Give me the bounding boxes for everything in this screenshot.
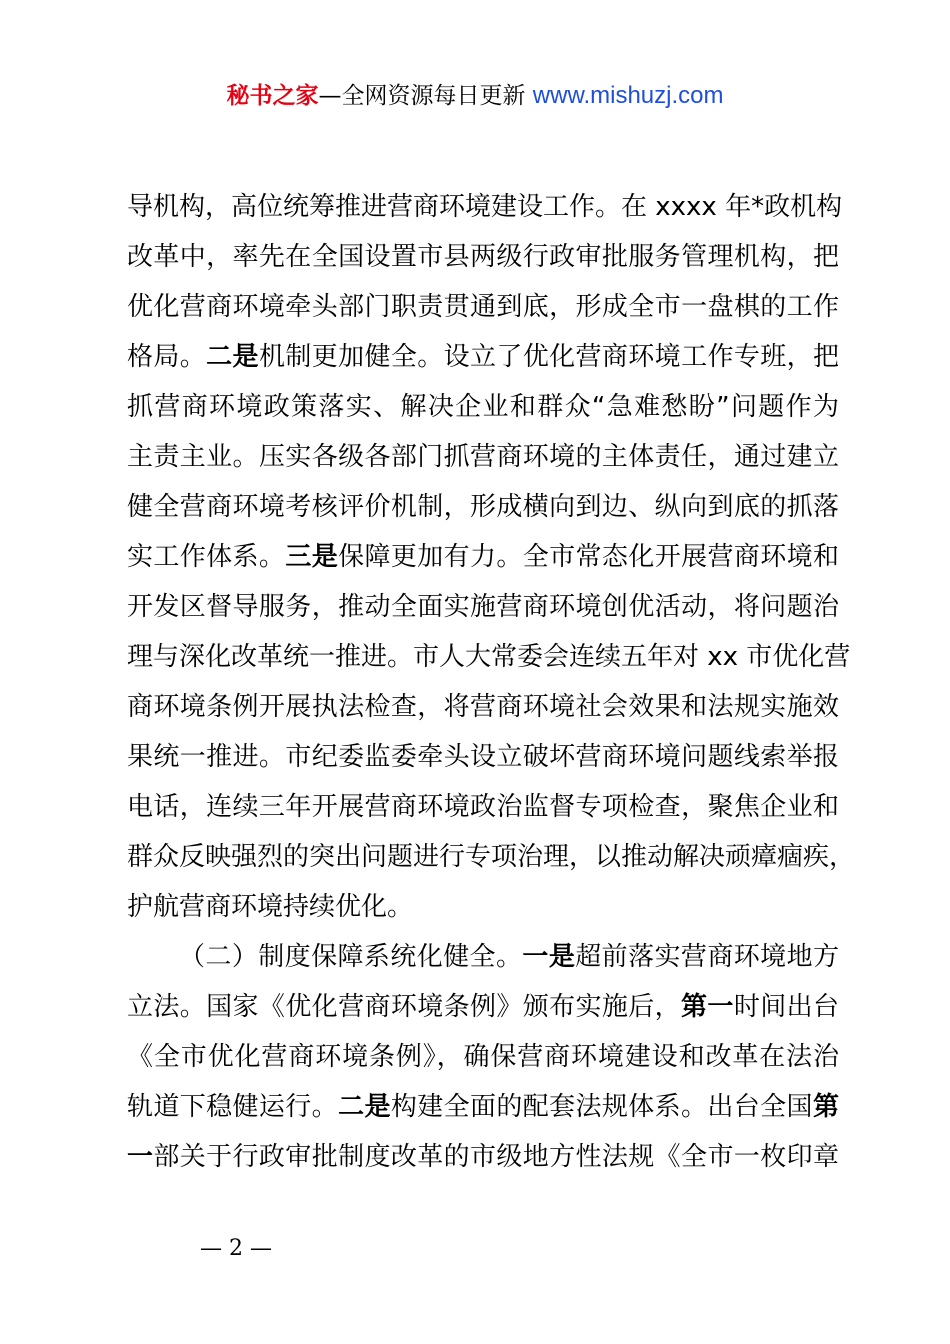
text-run: 超前落实营商环境地方	[575, 942, 839, 972]
text-run: 开发区督导服务，推动全面实施营商环境创优活动，将问题治	[127, 592, 839, 622]
brand-name: 秘书之家	[226, 83, 319, 109]
page-header	[0, 80, 950, 112]
text-line	[127, 232, 839, 282]
text-run: 机制更加健全。设立了优化营商环境工作专班，把	[258, 342, 839, 372]
text-run: 立法。国家《优化营商环境条例》颁布实施后，	[127, 992, 682, 1022]
text-run: 电话，连续三年开展营商环境政治监督专项检查，聚焦企业和	[127, 792, 839, 822]
text-run: 群众反映强烈的突出问题进行专项治理，以推动解决顽瘴痼疾，	[127, 842, 856, 872]
text-line	[127, 1082, 839, 1132]
text-line	[127, 432, 839, 482]
text-run: 健全营商环境考核评价机制，形成横向到边、纵向到底的抓落	[127, 492, 839, 522]
site-link[interactable]: www.mishuzj.com	[532, 82, 724, 109]
text-line	[127, 882, 839, 932]
bold-run: 二是	[206, 342, 259, 372]
text-run: 优化营商环境牵头部门职责贯通到底，形成全市一盘棋的工作	[127, 292, 839, 322]
text-run: 保障更加有力。全市常态化开展营商环境和	[338, 542, 839, 572]
text-run: 构建全面的配套法规体系。出台全国	[390, 1092, 813, 1122]
text-line	[127, 382, 839, 432]
text-line	[127, 782, 839, 832]
text-run: 护航营商环境持续优化。	[127, 892, 414, 922]
text-line	[127, 982, 839, 1032]
text-run: 理与深化改革统一推进。市人大常委会连续五年对 xx 市优化营	[127, 642, 851, 672]
text-line	[127, 1132, 839, 1182]
text-run: （二）制度保障系统化健全。	[179, 942, 523, 972]
text-line	[127, 332, 839, 382]
text-line	[127, 182, 843, 232]
bold-run: 三是	[285, 542, 339, 572]
bold-run: 第	[812, 1092, 839, 1122]
text-line	[127, 1032, 839, 1082]
text-line	[127, 532, 839, 582]
text-run: 商环境条例开展执法检查，将营商环境社会效果和法规实施效	[127, 692, 839, 722]
page-number: — 2 —	[200, 1236, 272, 1261]
text-run: 改革中，率先在全国设置市县两级行政审批服务管理机构，把	[127, 242, 839, 272]
bold-run: 一	[127, 1142, 154, 1172]
bold-run: 第一	[681, 992, 734, 1022]
header-tagline: —全网资源每日更新	[318, 83, 526, 109]
text-line	[127, 932, 839, 982]
bold-run: 二是	[338, 1092, 391, 1122]
text-run: 部关于行政审批制度改革的市级地方性法规《全市一枚印章	[153, 1142, 839, 1172]
text-line	[127, 482, 839, 532]
text-line	[127, 632, 851, 682]
text-run: 轨道下稳健运行。	[127, 1092, 339, 1122]
text-run: 导机构，高位统筹推进营商环境建设工作。在 xxxx 年*政机构	[127, 192, 843, 222]
text-run: 主责主业。压实各级各部门抓营商环境的主体责任，通过建立	[127, 442, 839, 472]
text-line	[127, 732, 839, 782]
text-run: 果统一推进。市纪委监委牵头设立破坏营商环境问题线索举报	[127, 742, 839, 772]
text-line	[127, 832, 856, 882]
text-run: 格局。	[127, 342, 207, 372]
text-run: 实工作体系。	[127, 542, 286, 572]
text-line	[127, 282, 839, 332]
text-run: 时间出台	[733, 992, 839, 1022]
text-run: 《全市优化营商环境条例》，确保营商环境建设和改革在法治	[127, 1042, 839, 1072]
bold-run: 一是	[522, 942, 576, 972]
document-body	[127, 182, 856, 1182]
text-line	[127, 682, 839, 732]
text-run: 抓营商环境政策落实、解决企业和群众“急难愁盼”问题作为	[127, 392, 839, 422]
text-line	[127, 582, 839, 632]
